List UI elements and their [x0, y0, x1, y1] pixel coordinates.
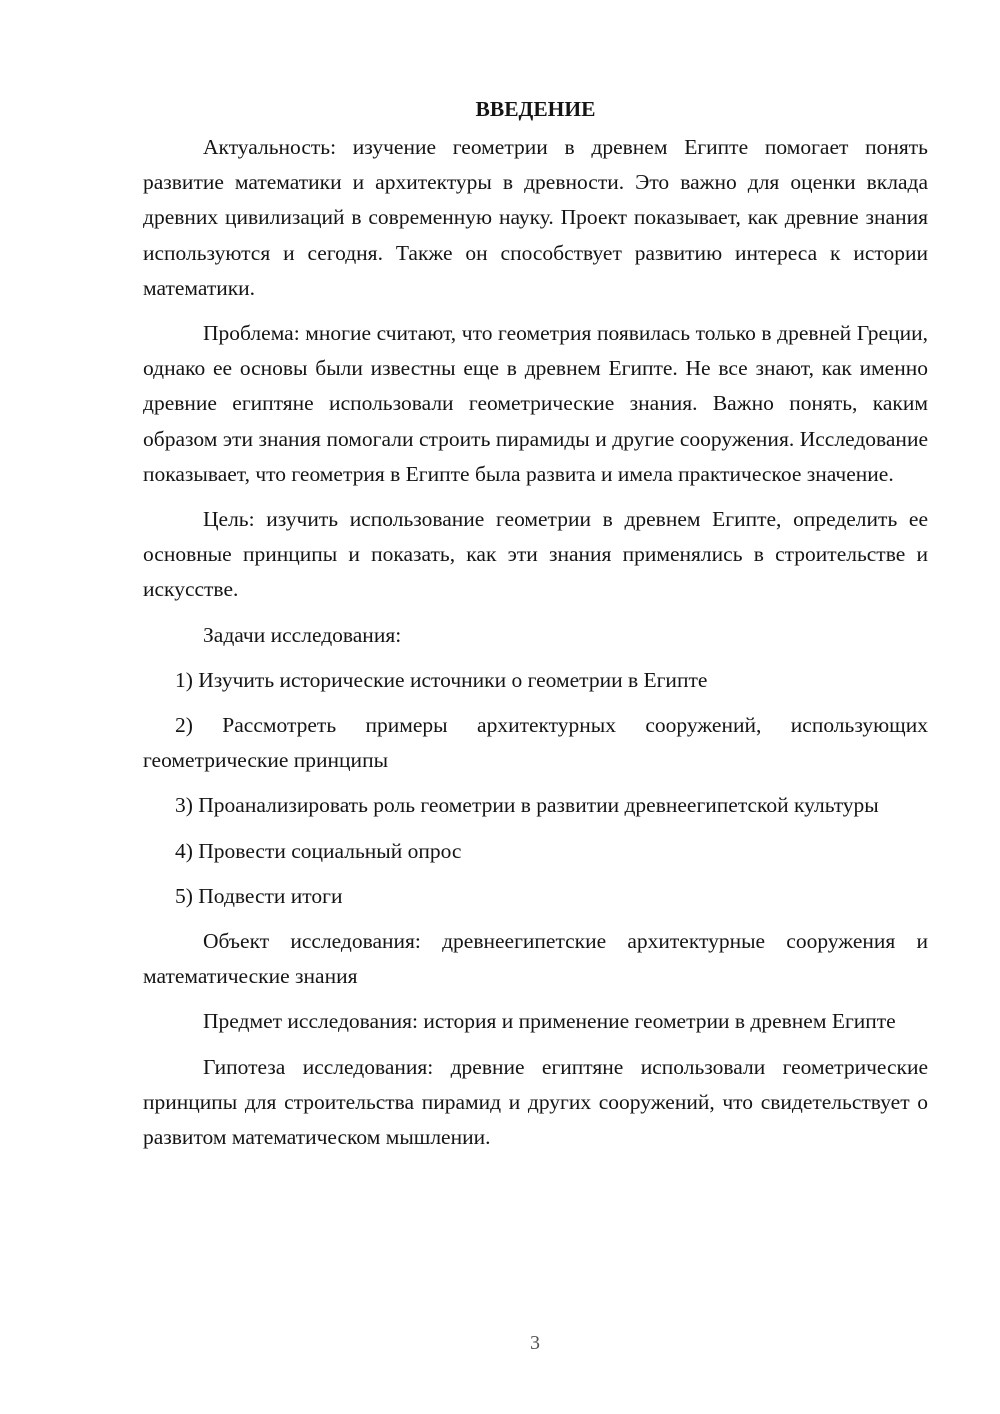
section-heading: ВВЕДЕНИЕ [475, 97, 596, 121]
page-number: 3 [530, 1332, 540, 1354]
tasks-label: Задачи исследования: [203, 622, 402, 647]
list-item: 5) Подвести итоги [175, 883, 343, 908]
problem-paragraph: Проблема: многие считают, что геометрия появилась только в древней Греции, однако ее основы были известны еще в древнем Египте. Не все знают, как именно древние египтяне использовали геометрические знания. Важно понять, каким образом эти знания помогали строить пирамиды и другие сооружения. Исследование показывает, что геометрия в Египте была развита и имела практическое значение. [143, 321, 928, 486]
hypothesis-paragraph: Гипотеза исследования: древние египтяне использовали геометрические принципы для строительства пирамид и других сооружений, что свидетельствует о развитом математическом мышлении. [143, 1054, 928, 1150]
list-item: 4) Провести социальный опрос [175, 838, 462, 863]
subject-paragraph: Предмет исследования: история и применение геометрии в древнем Египте [203, 1009, 896, 1034]
goal-paragraph: Цель: изучить использование геометрии в древнем Египте, определить ее основные принципы и показать, как эти знания применялись в строительстве и искусстве. [143, 507, 928, 602]
list-item: 3) Проанализировать роль геометрии в развитии древнеегипетской культуры [175, 793, 879, 818]
tasks-list [143, 663, 928, 914]
list-item: 1) Изучить исторические источники о геометрии в Египте [175, 667, 708, 692]
page-content [143, 92, 928, 1165]
object-paragraph: Объект исследования: древнеегипетские архитектурные сооружения и математические знания [143, 929, 928, 989]
relevance-paragraph: Актуальность: изучение геометрии в древнем Египте помогает понять развитие математики и архитектуры в древности. Это важно для оценки вклада древних цивилизаций в современную науку. Проект показывает, как древние знания используются и сегодня. Также он способствует развитию интереса к истории математики. [143, 135, 928, 300]
list-item: 2) Рассмотреть примеры архитектурных сооружений, использующих геометрические принципы [143, 713, 928, 773]
